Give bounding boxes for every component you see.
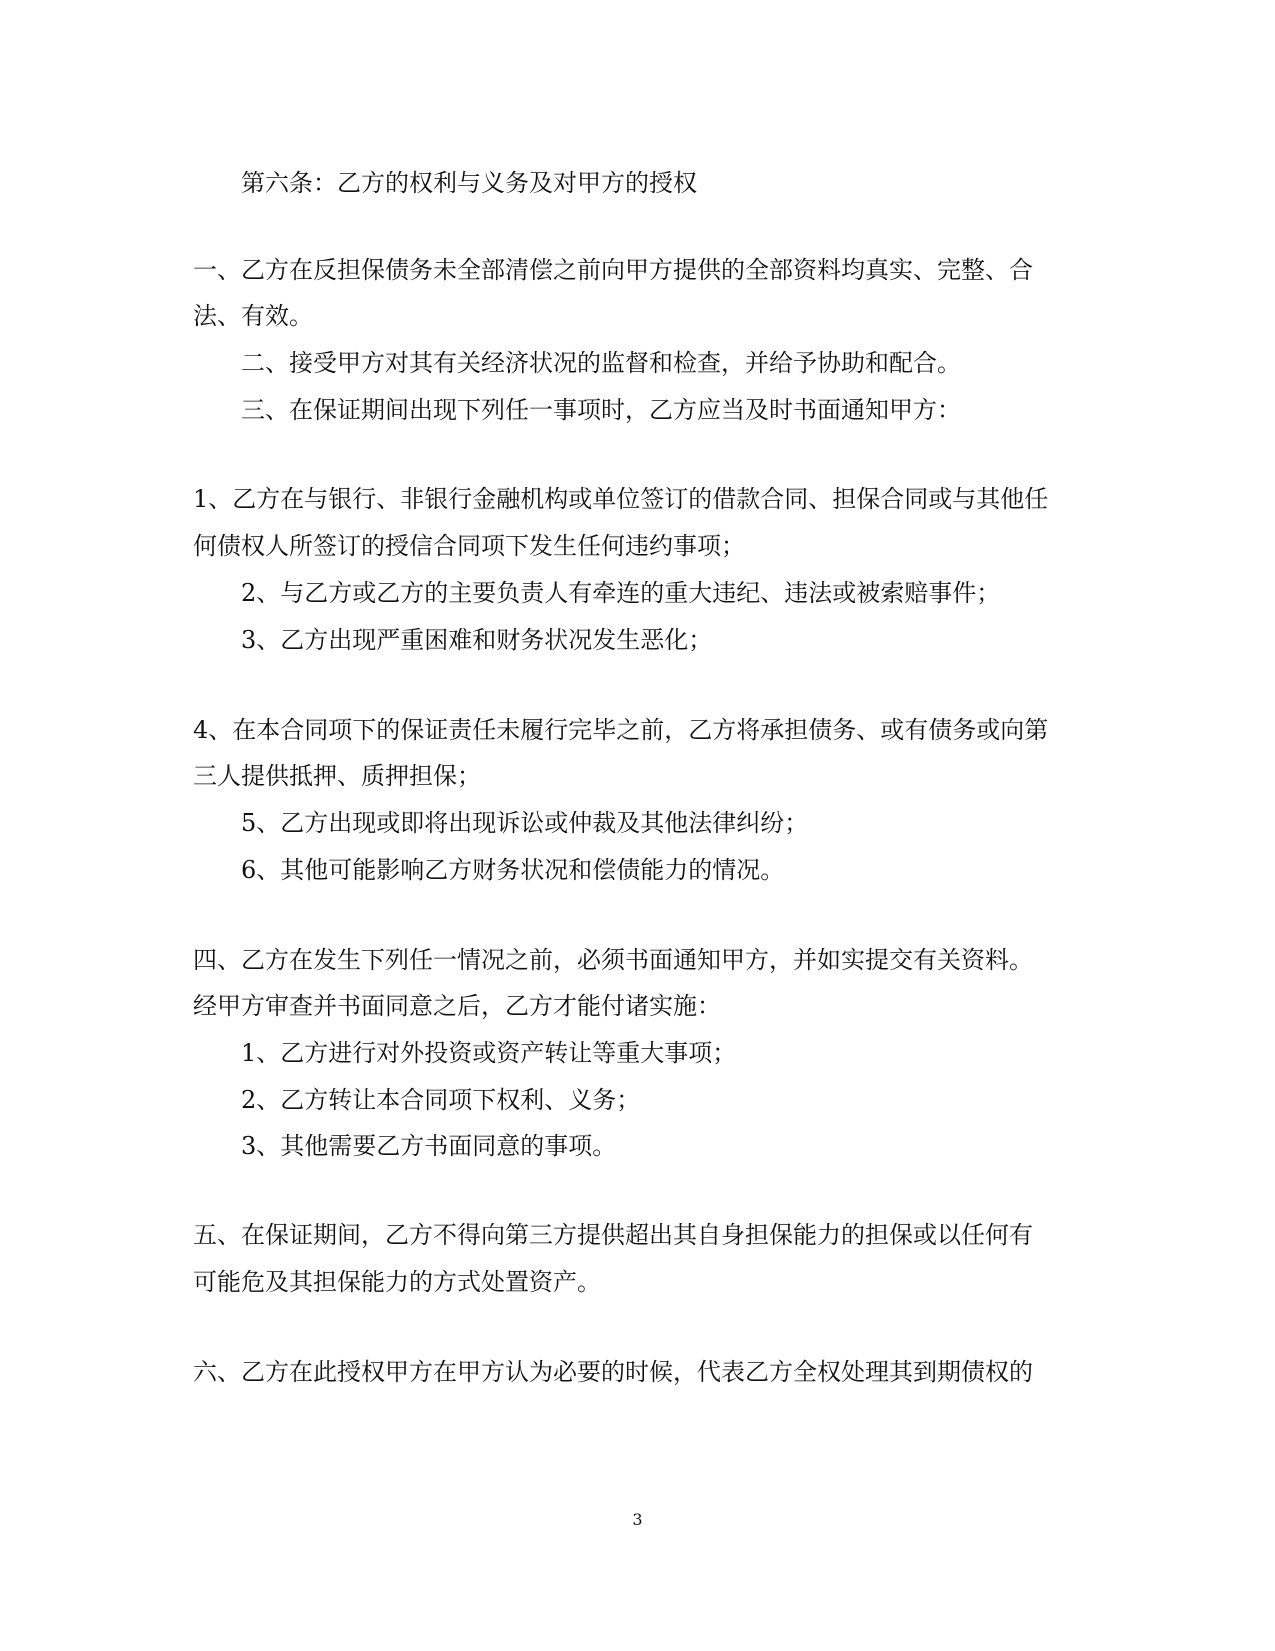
paragraph-line: 六、乙方在此授权甲方在甲方认为必要的时候，代表乙方全权处理其到期债权的: [193, 1358, 1033, 1386]
paragraph-line: 4、在本合同项下的保证责任未履行完毕之前，乙方将承担债务、或有债务或向第: [193, 716, 1049, 744]
paragraph-line: 四、乙方在发生下列任一情况之前，必须书面通知甲方，并如实提交有关资料。: [193, 946, 1033, 974]
paragraph-line: 3、其他需要乙方书面同意的事项。: [241, 1132, 617, 1160]
paragraph-line: 3、乙方出现严重困难和财务状况发生恶化；: [241, 626, 713, 654]
paragraph-line: 何债权人所签订的授信合同项下发生任何违约事项；: [193, 532, 745, 560]
paragraph-line: 2、与乙方或乙方的主要负责人有牵连的重大违纪、违法或被索赔事件；: [241, 579, 1001, 607]
paragraph-line: 5、乙方出现或即将出现诉讼或仲裁及其他法律纠纷；: [241, 809, 809, 837]
paragraph-line: 五、在保证期间，乙方不得向第三方提供超出其自身担保能力的担保或以任何有: [193, 1221, 1033, 1249]
paragraph-line: 1、乙方进行对外投资或资产转让等重大事项；: [241, 1039, 737, 1067]
paragraph-line: 一、乙方在反担保债务未全部清偿之前向甲方提供的全部资料均真实、完整、合: [193, 256, 1033, 284]
paragraph-line: 6、其他可能影响乙方财务状况和偿债能力的情况。: [241, 856, 785, 884]
paragraph-line: 二、接受甲方对其有关经济状况的监督和检查，并给予协助和配合。: [241, 349, 961, 377]
page-number: 3: [632, 1510, 643, 1529]
paragraph-line: 2、乙方转让本合同项下权利、义务；: [241, 1086, 641, 1114]
paragraph-line: 三、在保证期间出现下列任一事项时，乙方应当及时书面通知甲方：: [241, 396, 961, 424]
paragraph-line: 法、有效。: [193, 302, 313, 330]
section-heading: 第六条：乙方的权利与义务及对甲方的授权: [241, 169, 697, 197]
paragraph-line: 可能危及其担保能力的方式处置资产。: [193, 1268, 601, 1296]
paragraph-line: 1、乙方在与银行、非银行金融机构或单位签订的借款合同、担保合同或与其他任: [193, 485, 1049, 513]
paragraph-line: 经甲方审查并书面同意之后，乙方才能付诸实施：: [193, 992, 721, 1020]
paragraph-line: 三人提供抵押、质押担保；: [193, 762, 481, 790]
